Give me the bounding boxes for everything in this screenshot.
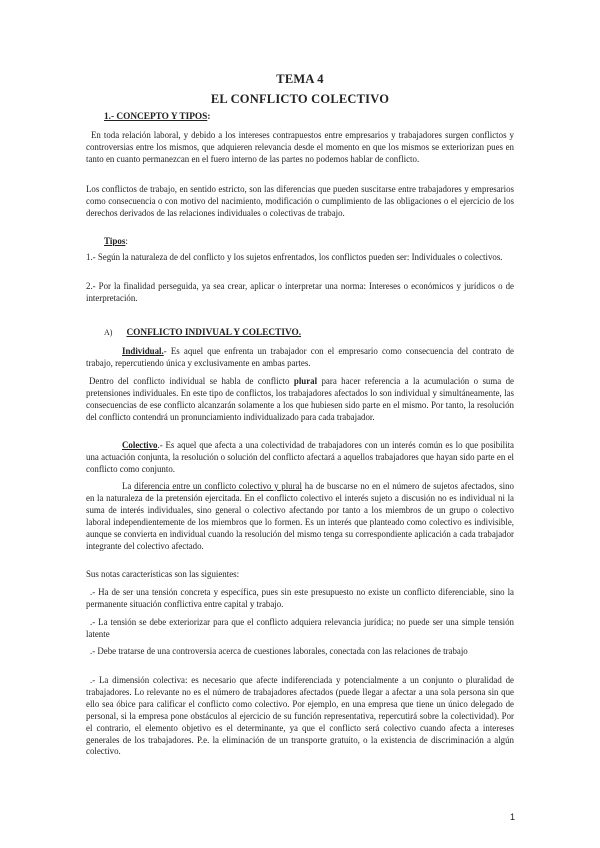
tipos-item-2: 2.- Por la finalidad perseguida, ya sea crear, aplicar o interpretar una norma: Intereses o económicos y jurídicos o de interpretación. — [86, 281, 514, 303]
nota-item-3: .- Debe tratarse de una controversia acerca de cuestiones laborales, conectada con las relaciones de trabajo — [90, 646, 468, 656]
diferencia-text-a: La — [122, 481, 135, 491]
plural-text-b: para hacer referencia a la acumulación o suma de pretensiones individuales. En este tipo de conflictos, los trabajadores afectados lo son individual y simultáneamente, las consecuencias de ese conflicto alcanzarán solamente a los que hubiesen sido parte en el mismo. Por tanto, la resolución del conflicto contendrá un pronunciamiento individualizado para cada trabajador. — [86, 376, 514, 422]
diferencia-underlined: diferencia entre un conflicto colectivo y plural — [134, 481, 302, 491]
section-a-title: CONFLICTO INDIVUAL Y COLECTIVO. — [126, 328, 302, 338]
page-number: 1 — [510, 812, 516, 822]
nota-item-4: .- La dimensión colectiva: es necesario que afecte indiferenciada y potencialmente a un conjunto o pluralidad de trabajadores. Lo relevante no es el número de trabajadores afectados (puede llegar a afectar a una sola persona sin que ello sea óbice para calificar el conflicto como colectivo. Por ejemplo, en una empresa que tiene un único delegado de personal, si la empresa pone obstáculos al ejercicio de su función representativa, repercutirá sobre la colectividad). Por el contrario, el elemento objetivo es el determinante, ya que el conflicto será colectivo cuando afecta a intereses generales de los trabajadores. P.e. la eliminación de un transporte gratuito, o la existencia de discriminación a algún colectivo. — [86, 675, 514, 757]
section-heading-1-text: 1.- CONCEPTO Y TIPOS — [104, 112, 208, 122]
section-heading-1 — [104, 112, 210, 122]
nota-item-1: .- Ha de ser una tensión concreta y específica, pues sin este presupuesto no existe un conflicto diferenciable, sino la permanente situación conflictiva entre capital y trabajo. — [86, 587, 514, 609]
individual-text: - Es aquel que enfrenta un trabajador con el empresario como consecuencia del contrato de trabajo, repercutiendo única y exclusivamente en ambas partes. — [86, 346, 514, 368]
section-a-letter: A) — [104, 328, 113, 337]
paragraph-intro: En toda relación laboral, y debido a los intereses contrapuestos entre empresarios y trabajadores surgen conflictos y controversias entre los mismos, que adquieren relevancia desde el momento en que los mismos se exteriorizan pues en tanto en cuanto permanezcan en el fuero interno de las partes no podemos hablar de conflicto. — [86, 130, 514, 164]
paragraph-plural — [86, 376, 514, 424]
individual-label: Individual. — [122, 346, 164, 356]
section-heading-1-colon: : — [207, 112, 211, 122]
paragraph-definition: Los conflictos de trabajo, en sentido estricto, son las diferencias que pueden suscitarse entre trabajadores y empresarios como consecuencia o con motivo del nacimiento, modificación o cumplimiento de las obligaciones o el ejercicio de los derechos derivados de las relaciones individuales o colectivas de trabajo. — [86, 184, 514, 218]
page-title: TEMA 4 — [276, 72, 324, 86]
colectivo-label: Colectivo — [122, 440, 158, 450]
diferencia-text-b: ha de buscarse no en el número de sujetos afectados, sino en la naturaleza de la pretensión ejercitada. En el conflicto colectivo el interés sujeto a discusión no es individual ni la suma de interés individuales, sino general o colectivo afectando por tanto a los miembros de un grupo o colectivo laboral independientemente de los miembros que lo formen. Es un interés que planteado como colectivo es indivisible, aunque se convierta en individual cuando la resolución del mismo tenga su correspondiente aplicación a cada trabajador integrante del colectivo afectado. — [86, 481, 514, 551]
colectivo-text: .- Es aquel que afecta a una colectividad de trabajadores con un interés común es lo que posibilita una actuación conjunta, la resolución o solución del conflicto afectará a aquellos trabajadores que hayan sido parte en el conflicto como conjunto. — [86, 440, 514, 474]
plural-bold: plural — [293, 376, 318, 386]
tipos-label: Tipos — [104, 236, 126, 246]
paragraph-individual — [86, 346, 514, 370]
paragraph-diferencia — [86, 481, 514, 552]
tipos-heading — [104, 236, 128, 246]
paragraph-colectivo — [86, 440, 514, 476]
tipos-item-1: 1.- Según la naturaleza de del conflicto y los sujetos enfrentados, los conflictos pueden ser: Individuales o colectivos. — [86, 252, 503, 262]
nota-item-2: .- La tensión se debe exteriorizar para que el conflicto adquiera relevancia jurídica; no puede ser una simple tensión latente — [86, 617, 514, 639]
plural-text-a: Dentro del conflicto individual se habla de conflicto — [89, 376, 294, 386]
page-subtitle: EL CONFLICTO COLECTIVO — [210, 92, 390, 106]
tipos-colon: : — [125, 236, 128, 246]
notas-intro: Sus notas características son las siguientes: — [86, 569, 240, 579]
section-heading-a — [104, 328, 301, 338]
